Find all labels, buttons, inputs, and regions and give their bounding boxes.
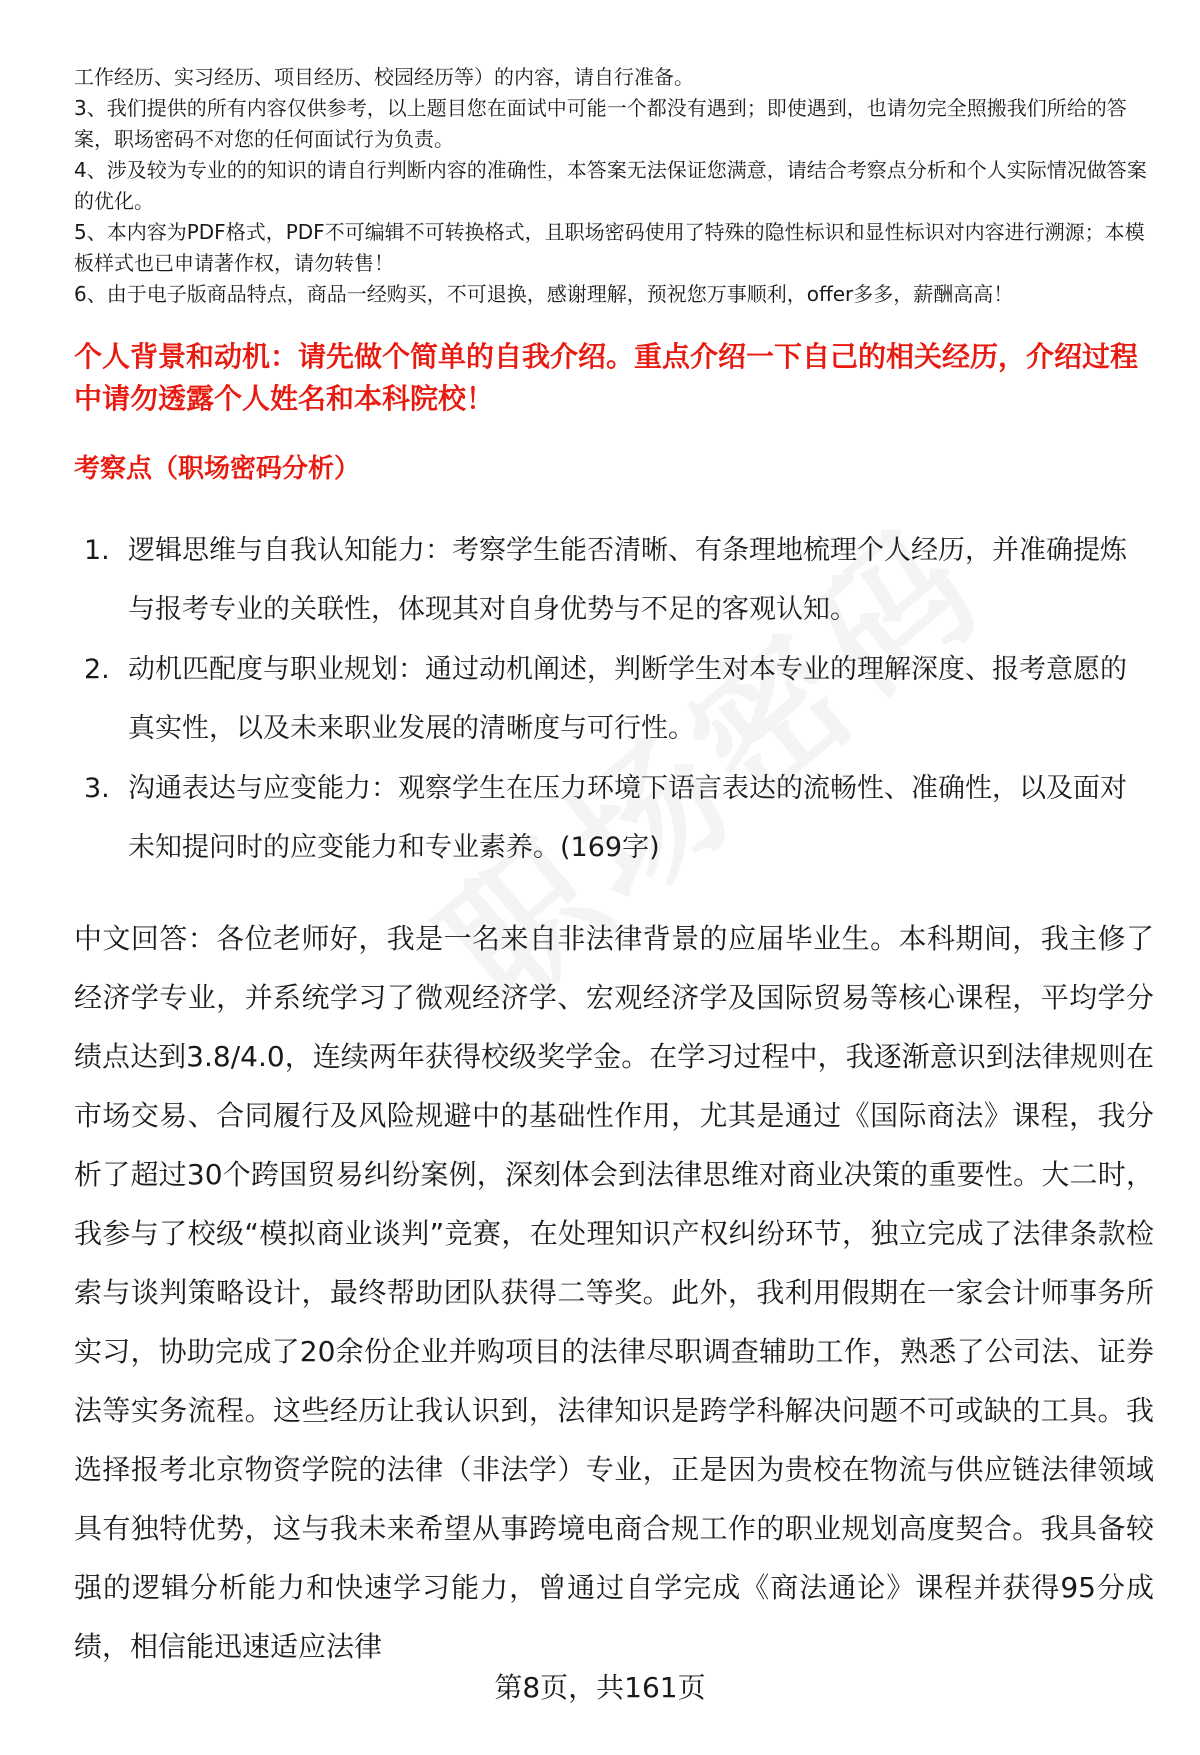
list-item-text: 逻辑思维与自我认知能力：考察学生能否清晰、有条理地梳理个人经历，并准确提炼与报考专业的关联性，体现其对自身优势与不足的客观认知。 — [128, 535, 1127, 625]
list-number: 1. — [84, 535, 110, 566]
section-heading: 考察点（职场密码分析） — [74, 454, 361, 484]
list-item — [74, 759, 1144, 877]
note-line: 6、由于电子版商品特点，商品一经购买，不可退换，感谢理解，预祝您万事顺利，offer多多，薪酬高高！ — [74, 282, 1014, 306]
list-number: 2. — [84, 654, 110, 685]
note-line: 5、本内容为PDF格式，PDF不可编辑不可转换格式，且职场密码使用了特殊的隐性标识和显性标识对内容进行溯源；本模板样式也已申请著作权，请勿转售！ — [74, 220, 1145, 275]
assessment-points-list — [74, 521, 1144, 878]
question-heading: 个人背景和动机：请先做个简单的自我介绍。重点介绍一下自己的相关经历，介绍过程中请勿透露个人姓名和本科院校！ — [74, 340, 1139, 415]
list-item — [74, 521, 1144, 639]
list-number: 3. — [84, 773, 110, 804]
note-line: 3、我们提供的所有内容仅供参考，以上题目您在面试中可能一个都没有遇到；即使遇到，也请勿完全照搬我们所给的答案，职场密码不对您的任何面试行为负责。 — [74, 96, 1127, 151]
answer-paragraph: 中文回答：各位老师好，我是一名来自非法律背景的应届毕业生。本科期间，我主修了经济学专业，并系统学习了微观经济学、宏观经济学及国际贸易等核心课程，平均学分绩点达到3.8/4.0，连续两年获得校级奖学金。在学习过程中，我逐渐意识到法律规则在市场交易、合同履行及风险规避中的基础性作用，尤其是通过《国际商法》课程，我分析了超过30个跨国贸易纠纷案例，深刻体会到法律思维对商业决策的重要性。大二时，我参与了校级“模拟商业谈判”竞赛，在处理知识产权纠纷环节，独立完成了法律条款检索与谈判策略设计，最终帮助团队获得二等奖。此外，我利用假期在一家会计师事务所实习，协助完成了20余份企业并购项目的法律尽职调查辅助工作，熟悉了公司法、证券法等实务流程。这些经历让我认识到，法律知识是跨学科解决问题不可或缺的工具。我选择报考北京物资学院的法律（非法学）专业，正是因为贵校在物流与供应链法律领域具有独特优势，这与我未来希望从事跨境电商合规工作的职业规划高度契合。我具备较强的逻辑分析能力和快速学习能力，曾通过自学完成《商法通论》课程并获得95分成绩，相信能迅速适应法律 — [74, 922, 1154, 1663]
page-number-footer: 第8页，共161页 — [494, 1671, 706, 1704]
notes-block — [74, 62, 1154, 310]
note-line: 工作经历、实习经历、项目经历、校园经历等）的内容，请自行准备。 — [74, 65, 694, 89]
note-line: 4、涉及较为专业的的知识的请自行判断内容的准确性，本答案无法保证您满意，请结合考察点分析和个人实际情况做答案的优化。 — [74, 158, 1147, 213]
list-item-text: 沟通表达与应变能力：观察学生在压力环境下语言表达的流畅性、准确性，以及面对未知提问时的应变能力和专业素养。(169字) — [128, 773, 1127, 863]
list-item — [74, 640, 1144, 758]
list-item-text: 动机匹配度与职业规划：通过动机阐述，判断学生对本专业的理解深度、报考意愿的真实性，以及未来职业发展的清晰度与可行性。 — [128, 654, 1127, 744]
